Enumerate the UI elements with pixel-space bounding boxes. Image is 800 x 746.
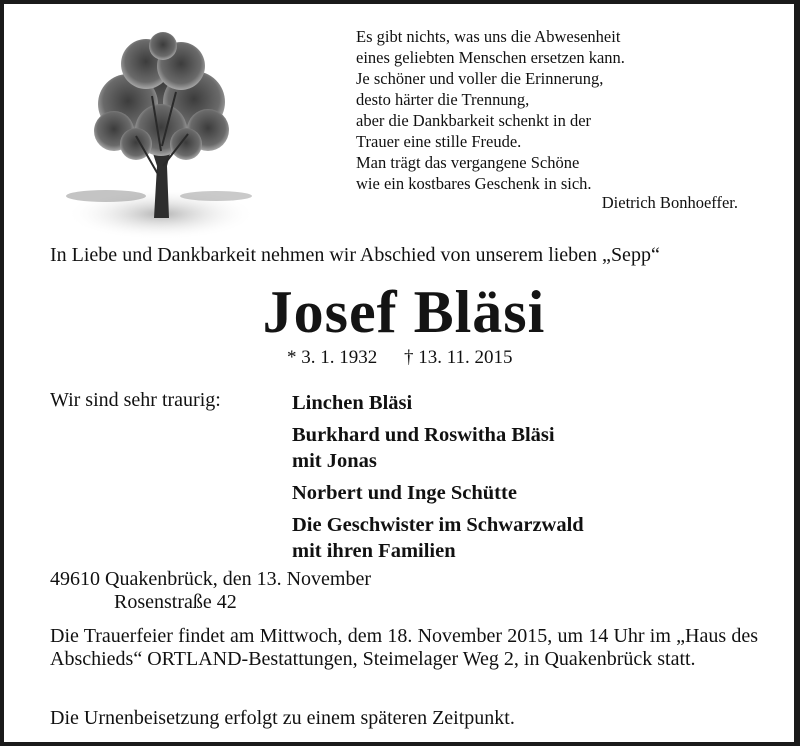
mourner-line: Norbert und Inge Schütte <box>292 482 517 504</box>
funeral-notice: Die Trauerfeier findet am Mittwoch, dem 18. November 2015, um 14 Uhr im „Haus des Abschieds“ ORTLAND-Bestattungen, Steimelager Weg 2, in Quakenbrück statt. <box>50 625 758 670</box>
address-block <box>50 568 371 614</box>
intro-text: In Liebe und Dankbarkeit nehmen wir Abschied von unserem lieben „Sepp“ <box>50 244 660 266</box>
mourner-line: Burkhard und Roswitha Bläsi <box>292 424 555 446</box>
mourner-line: Die Geschwister im Schwarzwald <box>292 514 584 536</box>
poem-author: Dietrich Bonhoeffer. <box>601 193 738 212</box>
poem-line: Je schöner und voller die Erinnerung, <box>356 69 604 88</box>
mourner-group <box>292 390 584 416</box>
poem-line: Trauer eine stille Freude. <box>356 132 522 151</box>
poem-line: eines geliebten Menschen ersetzen kann. <box>356 48 625 67</box>
poem-line: Es gibt nichts, was uns die Abwesenheit <box>356 27 621 46</box>
poem-line: wie ein kostbares Geschenk in sich. <box>356 174 592 193</box>
mourners-list <box>292 390 584 570</box>
mourner-line: mit Jonas <box>292 450 377 472</box>
tree-image <box>66 26 252 240</box>
death-date: † 13. 11. 2015 <box>404 347 513 368</box>
poem-line: aber die Dankbarkeit schenkt in der <box>356 111 592 130</box>
mourner-group <box>292 422 584 474</box>
poem-line: desto härter die Trennung, <box>356 90 530 109</box>
birth-date: * 3. 1. 1932 <box>287 347 378 368</box>
address-street: Rosenstraße 42 <box>114 591 237 613</box>
mourners-label: Wir sind sehr traurig: <box>50 389 221 411</box>
life-dates <box>287 347 513 369</box>
mourner-group <box>292 480 584 506</box>
poem <box>356 26 625 194</box>
mourner-group <box>292 512 584 564</box>
urn-notice: Die Urnenbeisetzung erfolgt zu einem späteren Zeitpunkt. <box>50 707 515 729</box>
poem-line: Man trägt das vergangene Schöne <box>356 153 580 172</box>
mourner-line: mit ihren Familien <box>292 540 456 562</box>
deceased-name: Josef Bläsi <box>262 279 546 345</box>
mourner-line: Linchen Bläsi <box>292 392 413 414</box>
address-city-date: 49610 Quakenbrück, den 13. November <box>50 568 372 590</box>
